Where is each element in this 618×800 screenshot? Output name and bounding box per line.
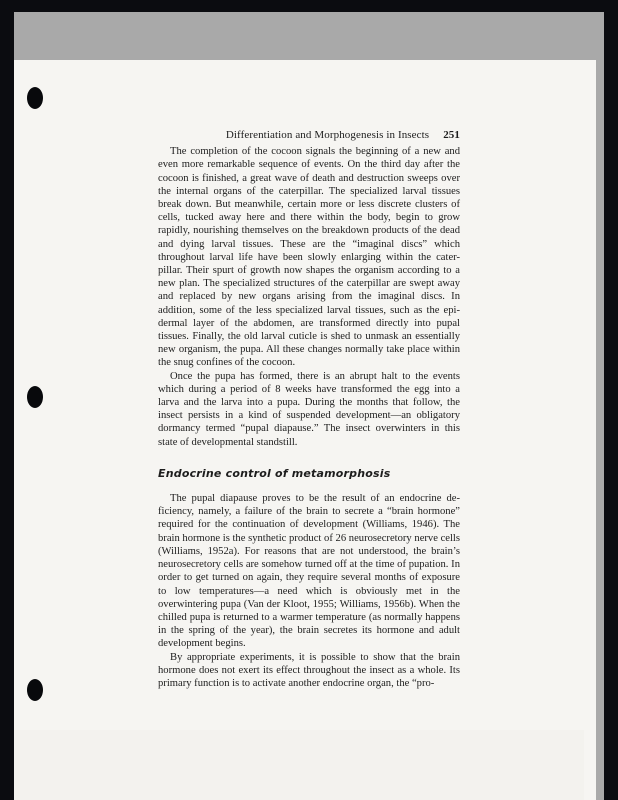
running-head [158, 129, 460, 142]
paragraph: By appropriate experiments, it is possible to show that the brain hormone does not exert its effect throughout the insect as a whole. Its primary function is to activate another endocrine organ, the “pro- [158, 651, 460, 689]
running-head-title: Differentiation and Morphogenesis in Insects [225, 129, 430, 141]
binder-hole-icon [27, 386, 43, 408]
section-heading: Endocrine control of metamorphosis [158, 466, 391, 480]
binder-hole-icon [27, 87, 43, 109]
page-text-block [158, 129, 460, 690]
paragraph: The pupal diapause proves to be the result of an endocrine de-ficiency, namely, a failure of the brain to secrete a “brain hormone” required for the continuation of development (Williams, 1946). The brain hormone is the synthetic product of 26 neurosecretory nerve cells (Williams, 1952a). For reasons that are not understood, the brain’s neurosecretory cells are somehow turned off at the time of pupation. In order to get turned on again, they require several months of exposure to low temperatures—a need which is obviously met in the overwintering pupa (Van der Kloot, 1955; Williams, 1956b). When the chilled pupa is returned to a warmer temperature (as normally happens in the spring of the year), the brain secretes its hormone and adult development begins. [158, 493, 460, 650]
page-number: 251 [443, 129, 460, 141]
paper-sheet-lower [14, 730, 584, 800]
scanner-background-top [14, 12, 604, 62]
paragraph: Once the pupa has formed, there is an abrupt halt to the events which during a period of 8 weeks have transformed the egg into a larva and the larva into a pupa. During the months that follow, the insect persists in a kind of suspended development—an obligatory dormancy termed “pupal diapause.” The insect overwinters in this state of developmental standstill. [158, 370, 460, 448]
paragraph: The completion of the cocoon signals the beginning of a new and even more remarkable sequence of events. On the third day after the cocoon is finished, a great wave of death and destruction sweeps over the internal organs of the caterpillar. The specialized larval tissues break down. But meanwhile, certain more or less discrete clusters of cells, tucked away here and there within the body, begin to grow rapidly, nourishing themselves on the breakdown products of the dead and dying larval tissues. These are the “imaginal discs” which throughout larval life have been slowly enlarging within the cater-pillar. Their spurt of growth now shapes the organism according to a new plan. The specialized structures of the caterpillar are swept away and replaced by new organs arising from the imaginal discs. In addition, some of the less specialized larval tissues, such as the epi-dermal layer of the abdomen, are transformed directly into pupal tissues. Finally, the old larval cuticle is shed to unmask an essentially new organism, the pupa. All these changes normally take place within the snug confines of the cocoon. [158, 146, 460, 369]
binder-hole-icon [27, 679, 43, 701]
